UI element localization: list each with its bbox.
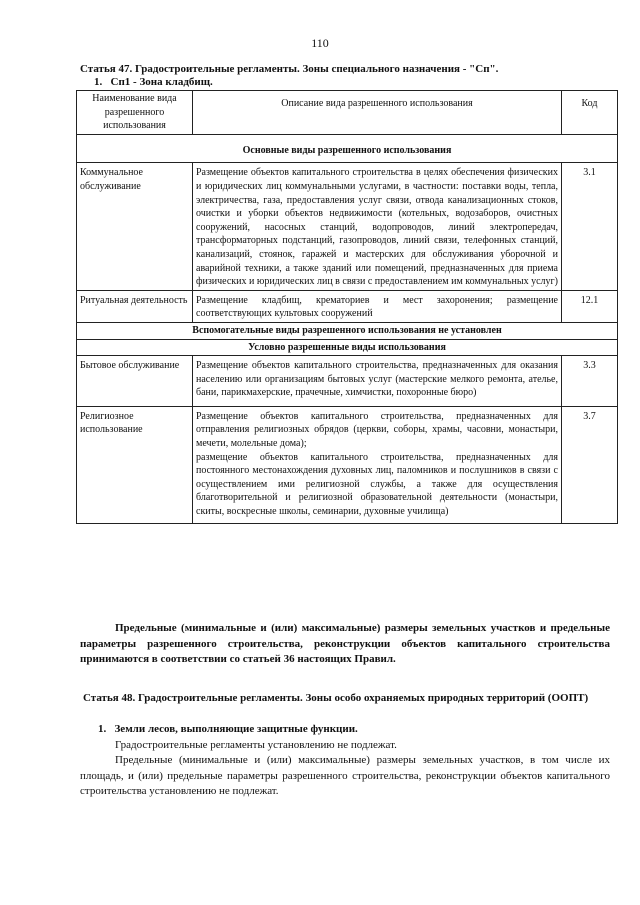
permitted-use-table <box>76 90 618 524</box>
table-row <box>77 163 618 290</box>
section-main-title: Основные виды разрешенного использования <box>77 134 618 163</box>
article-48-heading: Статья 48. Градостроительные регламенты. Зоны особо охраняемых природных территорий (ООПТ) <box>83 692 589 704</box>
page-number: 110 <box>311 36 329 50</box>
article-48-paragraph-1: Градостроительные регламенты установлению не подлежат. <box>115 739 397 751</box>
section-aux-title: Вспомогательные виды разрешенного использования не установлен <box>77 322 618 339</box>
row-name: Бытовое обслуживание <box>77 356 193 407</box>
table-row <box>77 290 618 322</box>
row-description <box>193 406 562 523</box>
table-row <box>77 356 618 407</box>
article-47-subheading: 1. Сп1 - Зона кладбищ. <box>94 76 213 88</box>
row-code: 12.1 <box>562 290 618 322</box>
row-description-part-1: Размещение объектов капитального строительства, предназначенных для отправления религиозных обрядов (церкви, соборы, храмы, часовни, монастыри, мечети, молельные дома); <box>196 410 558 450</box>
row-code: 3.1 <box>562 163 618 290</box>
header-code: Код <box>562 91 618 135</box>
row-name: Коммунальное обслуживание <box>77 163 193 290</box>
article-47-heading: Статья 47. Градостроительные регламенты. Зоны специального назначения - "Сп". <box>80 63 499 75</box>
section-row-aux <box>77 322 618 339</box>
article-48-subheading: 1. Земли лесов, выполняющие защитные функции. <box>98 723 358 735</box>
row-description: Размещение объектов капитального строительства, предназначенных для оказания населению или организациям бытовых услуг (мастерские мелкого ремонта, ателье, бани, парикмахерские, прачечные, химчистки, похоронные бюро) <box>193 356 562 407</box>
row-code: 3.3 <box>562 356 618 407</box>
row-name: Религиозное использование <box>77 406 193 523</box>
section-row-conditional <box>77 339 618 356</box>
table-header-row <box>77 91 618 135</box>
row-description: Размещение кладбищ, крематориев и мест захоронения; размещение соответствующих культовых сооружений <box>193 290 562 322</box>
section-conditional-title: Условно разрешенные виды использования <box>77 339 618 356</box>
section-row-main <box>77 134 618 163</box>
row-description: Размещение объектов капитального строительства в целях обеспечения физических и юридических лиц коммунальными услугами, в частности: поставки воды, тепла, электричества, газа, предоставления услуг связи, отвода канализационных стоков, очистки и уборки объектов недвижимости (котельных, водозаборов, очистных сооружений, насосных станций, водопроводов, линий электропередач, трансформаторных подстанций, газопроводов, линий связи, телефонных станций, канализаций, стоянок, гаражей и мастерских для обслуживания уборочной и аварийной техники, а также зданий или помещений, предназначенных для приема физических и юридических лиц в связи с предоставлением им коммунальных услуг) <box>193 163 562 290</box>
header-description: Описание вида разрешенного использования <box>193 91 562 135</box>
header-name: Наименование вида разрешенного использования <box>77 91 193 135</box>
row-description-part-2: размещение объектов капитального строительства, предназначенных для постоянного местонахождения духовных лиц, паломников и послушников в связи с осуществлением ими религиозной службы, а также для осуществления благотворительной и религиозной образовательной деятельности (монастыри, скиты, воскресные школы, семинарии, духовные училища) <box>196 451 558 518</box>
article-48-paragraph-2: Предельные (минимальные и (или) максимальные) размеры земельных участков, в том числе их площадь, и (или) предельные параметры разрешенного строительства, реконструкции объектов капитального строительства установлению не подлежат. <box>80 754 610 797</box>
row-code: 3.7 <box>562 406 618 523</box>
row-name: Ритуальная деятельность <box>77 290 193 322</box>
limits-paragraph: Предельные (минимальные и (или) максимальные) размеры земельных участков и предельные параметры разрешенного строительства, реконструкции объектов капитального строительства принимаются в соответствии со статьей 36 настоящих Правил. <box>80 622 610 665</box>
table-row <box>77 406 618 523</box>
